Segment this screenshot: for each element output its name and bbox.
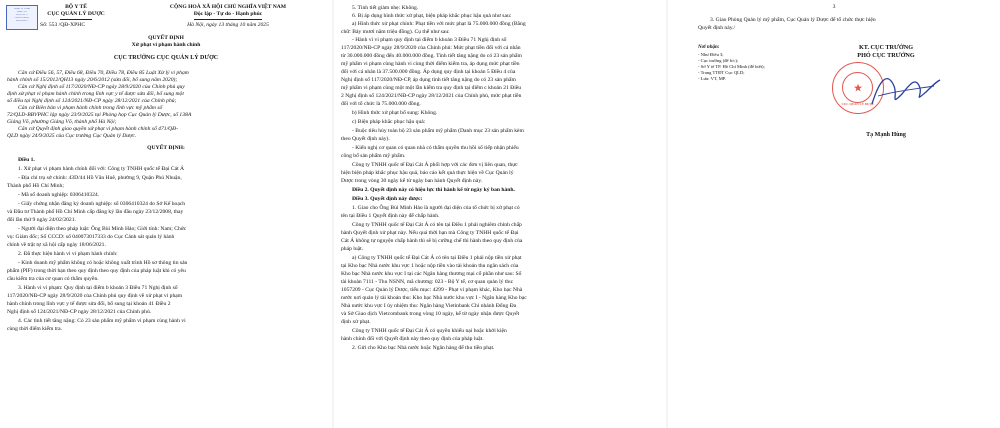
body-line: hành chính trong lĩnh vực y tế được sửa đổi, bổ sung tại khoản 41 Điều 2 [7, 301, 171, 307]
body-line: - Giấy chứng nhận đăng ký doanh nghiệp: số 0306410324 do Sở Kế hoạch [18, 201, 186, 207]
signer-title-2: PHÓ CỤC TRƯỞNG [857, 52, 915, 59]
body-line: a) Hình thức xử phạt chính: Phạt tiền với mức phạt là 75.000.000 đồng (Bằng [352, 21, 526, 27]
star-icon: ★ [853, 82, 863, 95]
body-line: Công ty TNHH quốc tế Đại Cát Á có tên tại Điều 1 phải nghiêm chỉnh chấp [352, 222, 522, 228]
body-line: b) Hình thức xử phạt bổ sung: Không. [352, 110, 438, 116]
stamp-line: CÔNG TY TNHH [13, 8, 31, 10]
body-line: - Kinh doanh mỹ phẩm không có hoặc không xuất trình Hồ sơ thông tin sản [18, 260, 188, 266]
body-line: công bố sản phẩm mỹ phẩm. [341, 153, 406, 159]
document-number: Số: 553 /QĐ-XPHC [40, 22, 86, 28]
decision-title: QUYẾT ĐỊNH [148, 35, 184, 41]
seal-text: CỤC QUẢN LÝ DƯỢC [841, 102, 875, 106]
body-line: và Đầu tư Thành phố Hồ Chí Minh cấp đăng ký lần đầu ngày 23/12/2008, thay [7, 209, 184, 215]
body-line: - Địa chỉ trụ sở chính: 43D/44 Hồ Văn Huê, phường 9, Quận Phú Nhuận, [18, 175, 182, 181]
recipient-item: - Sở Y tế TP. Hồ Chí Minh (để biết); [698, 64, 765, 69]
body-line: a) Công ty TNHH quốc tế Đại Cát Á có tên tại Điều 1 phải nộp tiền xử phạt [352, 255, 522, 261]
body-line: định xử phạt vi phạm hành chính trong lĩnh vực y tế được sửa đổi, bổ sung một [7, 91, 184, 97]
body-line: tại Kho bạc Nhà nước khu vực 1 hoặc nộp tiền vào tài khoản thu ngân sách của [341, 263, 519, 269]
body-line: - Mã số doanh nghiệp: 0306410324. [18, 192, 100, 198]
issuing-authority: CỤC TRƯỞNG CỤC QUẢN LÝ DƯỢC [113, 55, 219, 61]
body-line: Nhà nước khu vực I ủy nhiệm thu: Ngân hàng Vietinbank Chi nhánh Đống Đa [341, 303, 517, 309]
body-line: c) Biện pháp khắc phục hậu quả: [352, 119, 426, 125]
body-line: phẩm (PIF) trong thời hạn theo quy định theo quy định của pháp luật khi có yêu [7, 268, 186, 274]
body-line: Cát Á không tự nguyện chấp hành thì sẽ bị cưỡng chế thi hành theo quy định của [341, 238, 523, 244]
recipients-title: Nơi nhận: [698, 45, 720, 50]
body-line: 3. Hành vi vi phạm: Quy định tại điểm b khoản 3 Điều 71 Nghị định số [18, 285, 178, 291]
issue-date: Hà Nội, ngày 13 tháng 10 năm 2025 [187, 22, 269, 28]
agency-name: CỤC QUẢN LÝ DƯỢC [47, 11, 105, 17]
body-line: từ 30.000.000 đồng đến 40.000.000 đồng. Tình tiết tăng nặng do có 23 sản phẩm [341, 53, 522, 59]
body-line: 72/QLD-BBVPHC lập ngày 23/9/2025 tại Phòng họp Cục Quản lý Dược, số 138A [7, 112, 192, 118]
body-line: định xử phạt. [341, 319, 371, 325]
body-line: Công ty TNHH quốc tế Đại Cát Á phối hợp với các đơn vị liên quan, thực [352, 162, 518, 168]
body-line: QLD ngày 24/9/2025 của Cục trưởng Cục Quản lý Dược. [7, 133, 137, 139]
body-line: cùng thời điểm kiểm tra. [7, 326, 62, 332]
document-page-2 [334, 0, 666, 428]
page-number: 3 [832, 4, 836, 10]
body-line: hành Quyết định xử phạt này. Nếu quá thời hạn mà Công ty TNHH quốc tế Đại [341, 230, 519, 236]
body-line: - Người đại diện theo pháp luật: Ông Bùi Minh Hảo; Giới tính: Nam; Chức [18, 226, 187, 232]
body-line: Quyết định này./ [698, 25, 736, 31]
body-line: đối với tổ chức là 75.000.000 đồng. [341, 101, 421, 107]
stamp-line: BẢN SAO Y [16, 20, 28, 22]
body-line: vụ: Giám đốc; Số CCCD: số 040073017333 do Cục Cảnh sát quản lý hành [7, 234, 175, 240]
body-line: 117/2020/NĐ-CP ngày 28/9/2020 của Chính phủ quy định về xử phạt vi phạm [7, 293, 183, 299]
body-line: mỹ phẩm vi phạm cùng hành vi cùng thời điểm kiểm tra, áp dụng mức phạt tiền [341, 61, 520, 67]
article-heading: Điều 3. Quyết định này được: [352, 196, 423, 202]
document-page-3 [668, 0, 1000, 428]
body-line: hành chính số 15/2012/QH13 ngày 20/6/2012 (sửa đổi, bổ sung năm 2020); [7, 77, 178, 83]
body-line: đối với cá nhân là 37.500.000 đồng. Áp dụng quy định tại khoản 5 Điều 4 của [341, 69, 516, 75]
recipient-item: - Cục trưởng (để b/c); [698, 58, 739, 63]
handwritten-signature [864, 66, 944, 114]
body-line: 6. Bị áp dụng hình thức xử phạt, biện pháp khắc phục hậu quả như sau: [352, 13, 512, 19]
body-line: đổi lần thứ 9 ngày 24/02/2021. [7, 217, 76, 223]
body-line: chữ: Bảy mươi năm triệu đồng). Cụ thể như sau: [341, 29, 450, 35]
body-line: 117/2020/NĐ-CP ngày 28/9/2020 của Chính phủ: Mức phạt tiền đối với cá nhân [341, 45, 521, 51]
body-line: Kho bạc Nhà nước khu vực I tại các Ngân hàng thương mại cổ phần như sau: Số [341, 271, 522, 277]
body-line: 1. Giao cho Ông Bùi Minh Hảo là người đại diện của tổ chức bị xử phạt có [352, 205, 520, 211]
body-line: Dược trong vòng 30 ngày kể từ ngày ban hành Quyết định này. [341, 178, 483, 184]
decision-subject: Xử phạt vi phạm hành chính [131, 42, 201, 48]
body-line: - Buộc tiêu hủy toàn bộ 23 sản phẩm mỹ phẩm (Danh mục 23 sản phẩm kèm [352, 128, 524, 134]
article-heading: Điều 2. Quyết định này có hiệu lực thi hành kể từ ngày ký ban hành. [352, 187, 515, 193]
body-line: chính về trật tự xã hội cấp ngày 18/06/2021. [7, 242, 106, 248]
motto: Độc lập - Tự do - Hạnh phúc [193, 11, 263, 17]
body-line: Căn cứ Quyết định giao quyền xử phạt vi phạm hành chính số 471/QĐ- [18, 126, 179, 132]
body-line: Giảng Võ, phường Giảng Võ, thành phố Hà Nội; [7, 119, 117, 125]
recipient-item: - Như Điều 3; [698, 52, 724, 57]
body-line: 4. Các tình tiết tăng nặng: Có 23 sản phẩm mỹ phẩm vi phạm cùng hành vi [18, 318, 186, 324]
divider [60, 19, 92, 20]
signer-name: Tạ Mạnh Hùng [866, 132, 906, 138]
body-line: - Kiến nghị cơ quan có quan nhà có thẩm quyền thu hồi số tiếp nhận phiếu [352, 145, 519, 151]
body-line: tên tại Điều 1 Quyết định này để chấp hành. [341, 213, 440, 219]
article-heading: Điều 1. [18, 157, 35, 163]
body-line: Nghị định số 124/2021/NĐ-CP ngày 28/12/2021 của Chính phủ. [7, 309, 152, 315]
body-line: theo Quyết định này). [341, 136, 390, 142]
body-line: Căn cứ Điều 56, 57, Điều 68, Điều 70, Điều 78, Điều 85 Luật Xử lý vi phạm [18, 70, 189, 76]
body-line: 2 Nghị định số 124/2021/NĐ-CP ngày 28/12/2021 của Chính phủ, mức phạt tiền [341, 93, 522, 99]
body-line: hành chính đối với Quyết định này theo quy định của pháp luật. [341, 336, 484, 342]
divider [194, 19, 262, 20]
body-line: và Sở Giao dịch Vietcombank trong vòng 10 ngày, kể từ ngày nhận được Quyết [341, 311, 520, 317]
body-line: Căn cứ Biên bản vi phạm hành chính trong lĩnh vực mỹ phẩm số [18, 105, 163, 111]
body-line: 5. Tình tiết giảm nhẹ: Không. [352, 5, 419, 11]
body-line: 2. Gửi cho Kho bạc Nhà nước hoặc Ngân hàng để thu tiền phạt. [352, 345, 495, 351]
body-line: Căn cứ Nghị định số 117/2020/NĐ-CP ngày 28/9/2020 của Chính phủ quy [18, 84, 185, 90]
body-line: cầu kiểm tra của cơ quan có thẩm quyền. [7, 276, 99, 282]
signer-title-1: KT. CỤC TRƯỞNG [858, 44, 914, 51]
body-line: 1. Xử phạt vi phạm hành chính đối với: Công ty TNHH quốc tế Đại Cát Á [18, 166, 185, 172]
body-line: nước nơi quản lý tài khoản thu: Kho bạc Nhà nước khu vực I - Ngân hàng Kho bạc [341, 295, 527, 301]
body-line: tài khoản 7111 - Thu NSNN, mã chương: 023 - Bộ Y tế, cơ quan quản lý thu: [341, 279, 514, 285]
recipient-item: - Trang TTĐT Cục QLD; [698, 70, 745, 75]
stamp-line: ĐẠI CÁT Á [16, 14, 28, 16]
document-page-1 [0, 0, 332, 428]
body-line: 1057209 - Cục Quản lý Dược, tiểu mục: 4299 - Phạt vi phạm khác, Kho bạc Nhà [341, 287, 523, 293]
body-line: mỹ phẩm vi phạm cùng một một lần kiểm tra quy định tại điểm c khoản 21 Điều [341, 85, 522, 91]
body-line: hiện biện pháp khắc phục hậu quả, báo cáo kết quả thực hiện về Cục Quản lý [341, 170, 514, 176]
company-stamp-logo [6, 5, 38, 30]
country-name: CỘNG HOÀ XÃ HỘI CHỦ NGHĨA VIỆT NAM [169, 4, 287, 10]
body-line: Thành phố Hồ Chí Minh; [7, 183, 64, 189]
body-line: - Hành vi vi phạm quy định tại điểm b khoản 3 Điều 71 Nghị định số [352, 37, 507, 43]
section-heading: QUYẾT ĐỊNH: [147, 145, 185, 151]
body-line: 3. Giao Phòng Quản lý mỹ phẩm, Cục Quản lý Dược để tổ chức thực hiện [710, 17, 876, 23]
stamp-line: QUỐC TẾ [17, 11, 27, 13]
body-line: số điều tại Nghị định số 124/2021/NĐ-CP ngày 28/12/2021 của Chính phủ; [7, 98, 177, 104]
body-line: 2. Đã thực hiện hành vi vi phạm hành chính: [18, 251, 118, 257]
recipient-item: - Lưu: VT, MP. [698, 76, 726, 81]
body-line: Công ty TNHH quốc tế Đại Cát Á có quyền khiếu nại hoặc khởi kiện [352, 328, 507, 334]
body-line: Nghị định số 117/2020/NĐ-CP, áp dụng tình tiết tăng nặng do có 23 sản phẩm [341, 77, 516, 83]
stamp-line: CĐ SẢN XUẤT [14, 17, 30, 19]
ministry-name: BỘ Y TẾ [65, 4, 87, 10]
body-line: pháp luật. [341, 246, 364, 252]
